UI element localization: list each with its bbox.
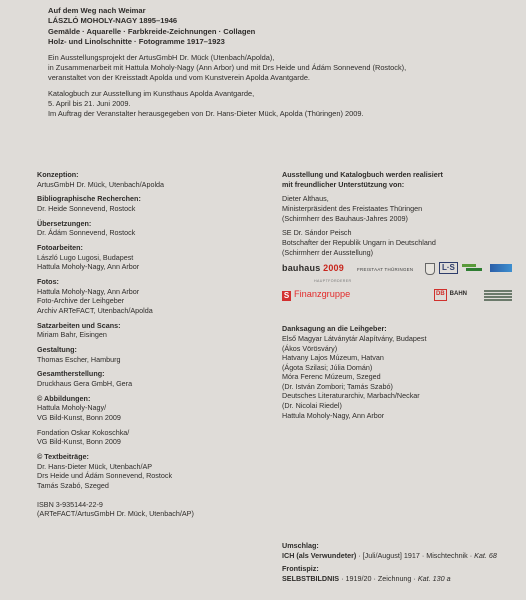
project-line: in Zusammenarbeit mit Hattula Moholy-Nagy (Ann Arbor) und mit Drs Heide und Ádám Sonnevend (Rostock),	[48, 63, 407, 73]
frontispiz-title: SELBSTBILDNIS	[282, 573, 340, 583]
works-line-1: Gemälde · Aquarelle · Farbkreide-Zeichnungen · Collagen	[48, 26, 256, 36]
patron-line: Dieter Althaus,	[282, 194, 329, 204]
credit-block	[37, 277, 257, 315]
credit-heading: Konzeption:	[37, 170, 79, 179]
credit-line: Thomas Escher, Hamburg	[37, 354, 121, 364]
lender-line: (Dr. Nicolai Riedel)	[282, 401, 342, 411]
db-icon: DB	[434, 289, 447, 301]
credit-block	[37, 170, 257, 189]
credit-line: Miriam Bahr, Eisingen	[37, 330, 107, 340]
credit-heading: Gestaltung:	[37, 345, 77, 355]
credit-block	[37, 345, 257, 364]
catalog-line: Im Auftrag der Veranstalter herausgegeben von Dr. Hans-Dieter Mück, Apolda (Thüringen) 2009.	[48, 108, 364, 118]
catalog-header	[48, 6, 508, 119]
credit-line: Drs Heide und Ádám Sonnevend, Rostock	[37, 471, 173, 481]
patron-line: Botschafter der Republik Ungarn in Deutschland	[282, 237, 436, 247]
credit-block	[37, 194, 257, 213]
isbn-publisher: (ARTeFACT/ArtusGmbH Dr. Mück, Utenbach/AP)	[37, 509, 194, 519]
support-column	[282, 170, 514, 425]
sparkasse-finanzgruppe-logo	[282, 290, 350, 301]
isbn-block	[37, 500, 257, 519]
credit-block	[37, 321, 257, 340]
credit-heading: © Abbildungen:	[37, 393, 91, 403]
frontispiz-line	[282, 574, 497, 584]
credit-heading: © Textbeiträge:	[37, 452, 89, 462]
credit-heading: Bibliographische Recherchen:	[37, 194, 141, 204]
credit-line: Hattula Moholy-Nagy, Ann Arbor	[37, 262, 140, 272]
credit-block	[37, 243, 257, 272]
credit-line: Dr. Heide Sonnevend, Rostock	[37, 203, 136, 213]
cover-credits	[282, 541, 497, 583]
hauptforderer-label: HAUPTFÖRDERER	[314, 279, 352, 284]
patron-line: SE Dr. Sándor Peisch	[282, 228, 352, 238]
lenders-block	[282, 324, 514, 420]
coat-of-arms-icon	[425, 263, 435, 275]
umschlag-title: ICH (als Verwundeter)	[282, 550, 357, 560]
isbn: ISBN 3-935144-22-9	[37, 499, 103, 509]
sparkasse-s-icon: S	[283, 291, 290, 301]
patron-line: (Schirmherr des Bauhaus-Jahres 2009)	[282, 213, 408, 223]
credit-block	[37, 428, 257, 447]
lenders-heading: Danksagung an die Leihgeber:	[282, 324, 387, 334]
lender-line: Móra Ferenc Múzeum, Szeged	[282, 372, 381, 382]
credit-line: Dr. Hans-Dieter Mück, Utenbach/AP	[37, 461, 153, 471]
deutsche-bahn-logo	[434, 289, 467, 301]
credit-line: VG Bild-Kunst, Bonn 2009	[37, 437, 121, 447]
lender-line: Első Magyar Látványtár Alapítvány, Budapest	[282, 333, 427, 343]
credit-line: Hattula Moholy-Nagy/	[37, 403, 107, 413]
credit-line: VG Bild-Kunst, Bonn 2009	[37, 412, 121, 422]
finanzgruppe-label: Finanzgruppe	[294, 289, 351, 300]
catalog-line: Katalogbuch zur Ausstellung im Kunsthaus Apolda Avantgarde,	[48, 88, 255, 98]
frontispiz-details: · 1919/20 · Zeichnung ·	[339, 573, 418, 583]
frontispiz-label: Frontispiz:	[282, 564, 319, 574]
catalog-line: 5. April bis 21. Juni 2009.	[48, 98, 131, 108]
umschlag-kat: Kat. 68	[474, 550, 497, 560]
works-line-2: Holz- und Linolschnitte · Fotogramme 1917–1923	[48, 36, 225, 46]
blue-sponsor-logo-icon	[490, 264, 512, 272]
credit-line: Hattula Moholy-Nagy, Ann Arbor	[37, 286, 140, 296]
patron-block	[282, 194, 514, 223]
umschlag-line	[282, 551, 497, 561]
lender-line: (Dr. István Zombori; Tamás Szabó)	[282, 381, 393, 391]
credit-line: Dr. Ádám Sonnevend, Rostock	[37, 228, 136, 238]
credit-line: Tamás Szabó, Szeged	[37, 480, 109, 490]
lender-line: Hatvany Lajos Múzeum, Hatvan	[282, 353, 384, 363]
bauhaus-word: bauhaus	[282, 263, 321, 274]
credit-line: Fondation Oskar Kokoschka/	[37, 427, 130, 437]
umschlag-label: Umschlag:	[282, 541, 319, 550]
project-line: Ein Ausstellungsprojekt der ArtusGmbH Dr. Mück (Utenbach/Apolda),	[48, 53, 275, 63]
credit-heading: Fotos:	[37, 277, 59, 287]
credit-heading: Übersetzungen:	[37, 218, 92, 228]
series-title: Auf dem Weg nach Weimar	[48, 6, 146, 15]
lender-line: Hattula Moholy-Nagy, Ann Arbor	[282, 410, 385, 420]
credit-block	[37, 219, 257, 238]
bauhaus-year: 2009	[323, 263, 344, 274]
frontispiz-kat: Kat. 130 a	[417, 573, 451, 583]
lender-line: (Ágota Szilasi; Júlia Domán)	[282, 362, 373, 372]
credit-block	[37, 394, 257, 423]
umschlag-details: · [Juli/August] 1917 · Mischtechnik ·	[356, 550, 475, 560]
bahn-label: BAHN	[449, 291, 468, 298]
credit-line: ArtusGmbH Dr. Mück, Utenbach/Apolda	[37, 179, 165, 189]
credit-heading: Gesamtherstellung:	[37, 369, 105, 379]
bauhaus-2009-logo	[282, 264, 344, 274]
lender-line: (Ákos Vörösváry)	[282, 343, 338, 353]
patron-line: Ministerpräsident des Freistaates Thüringen	[282, 203, 423, 213]
support-heading	[282, 170, 514, 189]
support-heading-line: Ausstellung und Katalogbuch werden realisiert	[282, 170, 443, 179]
credit-heading: Fotoarbeiten:	[37, 243, 83, 253]
lender-line: Deutsches Literaturarchiv, Marbach/Neckar	[282, 391, 420, 401]
striped-sponsor-logo-icon	[484, 289, 512, 300]
credits-column	[37, 170, 257, 524]
support-heading-line: mit freundlicher Unterstützung von:	[282, 179, 405, 189]
credit-line: Druckhaus Gera GmbH, Gera	[37, 379, 133, 388]
credit-line: Foto-Archive der Leihgeber	[37, 296, 125, 306]
ls-logo: L·S	[439, 262, 458, 274]
patron-block	[282, 228, 514, 257]
credit-line: Archiv ARTeFACT, Utenbach/Apolda	[37, 305, 153, 315]
sponsor-logos	[282, 262, 514, 318]
credit-block	[37, 452, 257, 490]
credit-line: László Lugo Lugosi, Budapest	[37, 252, 134, 262]
green-stripes-logo-icon	[462, 264, 484, 273]
artist-title: LÁSZLÓ MOHOLY-NAGY 1895–1946	[48, 16, 178, 26]
freistaat-thueringen-logo: FREISTAAT THÜRINGEN	[357, 267, 414, 273]
patron-line: (Schirmherr der Ausstellung)	[282, 247, 374, 257]
project-line: veranstaltet von der Kreisstadt Apolda und vom Kunstverein Apolda Avantgarde.	[48, 73, 310, 82]
credit-block	[37, 369, 257, 388]
credit-heading: Satzarbeiten und Scans:	[37, 320, 121, 330]
